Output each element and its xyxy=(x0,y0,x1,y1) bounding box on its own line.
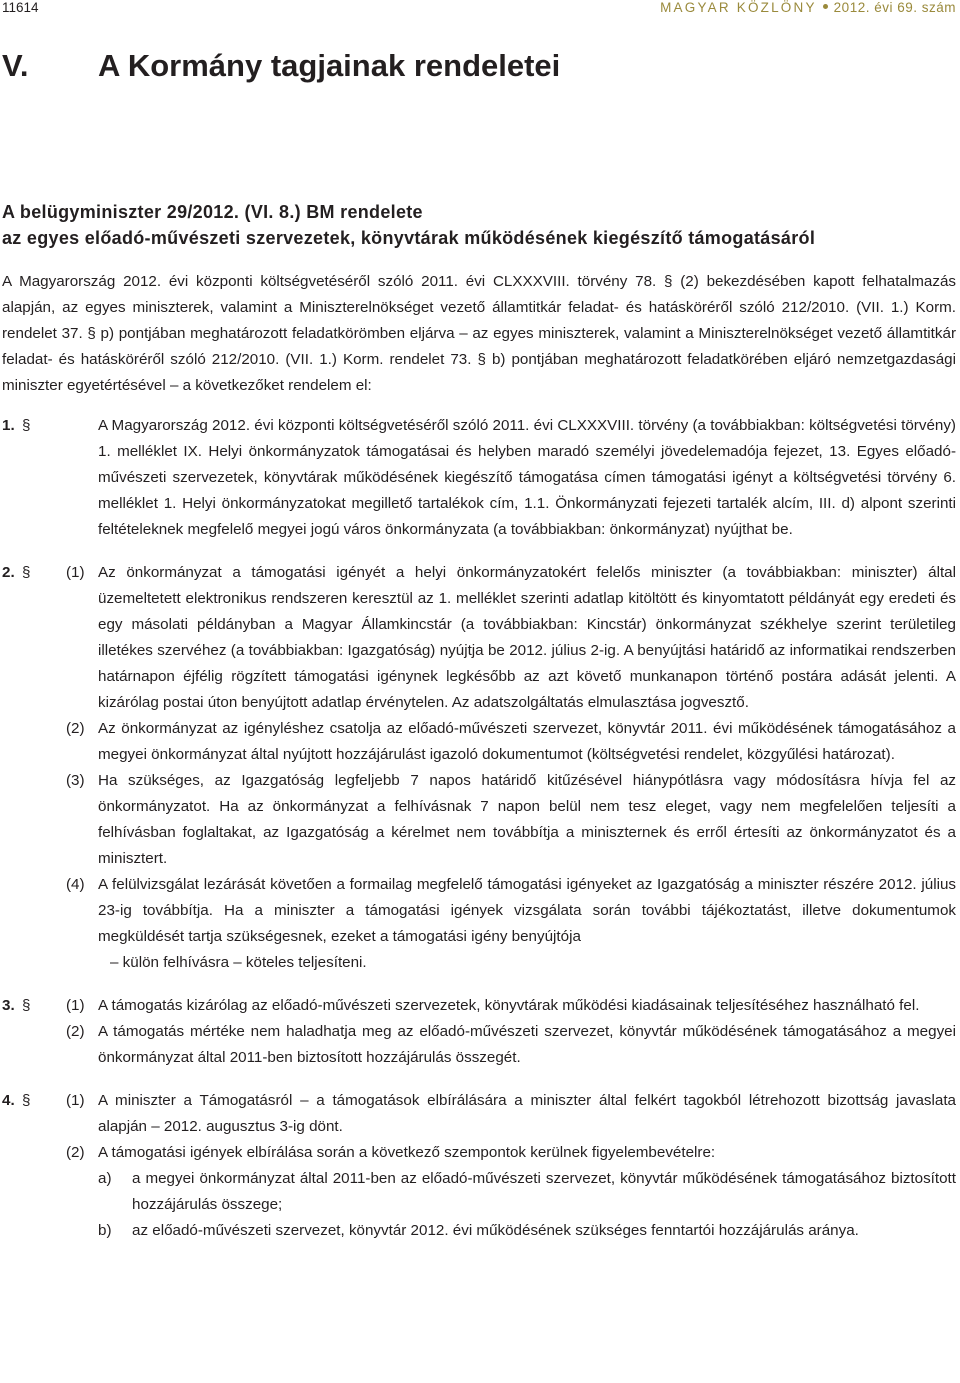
subsection-number: (4) xyxy=(66,876,85,893)
subsection-number: (2) xyxy=(66,1144,85,1161)
subsection-2 xyxy=(66,1019,956,1071)
subsection-text: A támogatás mértéke nem haladhatja meg az előadó-művészeti szervezet, könyvtár működésének támogatásához a megyei önkormányzat által 2011-ben biztosított hozzájárulás összegét. xyxy=(98,1023,956,1066)
subsection-text: A felülvizsgálat lezárását követően a formailag megfelelő támogatási igényeket az Igazgatóság a miniszter részére 2012. július 23-ig továbbítja. Ha a miniszter a támogatási igények vizsgálata során további tájékoztatást, illetve dokumentumok megküldését tartja szükségesnek, ezeket a támogatási igény benyújtója xyxy=(98,876,956,945)
subsection-1 xyxy=(66,1088,956,1140)
paragraph-subsections xyxy=(66,1088,956,1244)
subsection-text: Az önkormányzat az igényléshez csatolja az előadó-művészeti szervezet, könyvtár 2011. évi működésének támogatásához a megyei önkormányzat által nyújtott hozzájárulást igazoló dokumentumot (költségvetési rendelet, közgyűlési határozat). xyxy=(98,720,956,763)
subsection-number: (2) xyxy=(66,720,85,737)
paragraph-subsections xyxy=(66,560,956,976)
section-sign: § xyxy=(22,417,31,434)
list-item-text: az előadó-művészeti szervezet, könyvtár 2012. évi működésének szükséges fenntartói hozzájárulás aránya. xyxy=(132,1222,859,1239)
journal-name: MAGYAR KÖZLÖNY xyxy=(660,0,817,15)
section-sign: § xyxy=(22,997,31,1014)
page-number: 11614 xyxy=(2,0,39,15)
list-item-b xyxy=(98,1218,956,1244)
subsection-number: (1) xyxy=(66,564,85,581)
paragraph-1 xyxy=(2,413,956,543)
paragraph-number: 1. xyxy=(2,417,15,434)
paragraph-2 xyxy=(2,560,956,976)
paragraph-number: 3. xyxy=(2,997,15,1014)
subsection-2 xyxy=(66,716,956,768)
issue-number: 2012. évi 69. szám xyxy=(833,0,956,15)
subsection-1 xyxy=(66,560,956,716)
decree-body xyxy=(2,269,956,1261)
decree-title-line-1: A belügyminiszter 29/2012. (VI. 8.) BM rendelete xyxy=(2,202,423,222)
list-item-marker: a) xyxy=(98,1170,112,1187)
journal-info xyxy=(660,0,956,16)
subsection-text: A támogatási igények elbírálása során a következő szempontok kerülnek figyelembevételre: xyxy=(98,1144,716,1161)
paragraph-subsections xyxy=(66,993,956,1071)
section-title: A Kormány tagjainak rendeletei xyxy=(98,48,561,83)
subsection-text: Ha szükséges, az Igazgatóság legfeljebb 7 napos határidő kitűzésével hiánypótlásra vagy módosításra hívja fel az önkormányzatot. Ha az önkormányzat a felhívásnak 7 napon belül nem tesz eleget, vagy nem megfelelően teljesíti a felhívásban foglaltakat, az Igazgatóság a kérelmet nem továbbítja a miniszternek és erről értesíti az önkormányzatot és a minisztert. xyxy=(98,772,956,867)
section-sign: § xyxy=(22,564,31,581)
preamble: A Magyarország 2012. évi központi költségvetéséről szóló 2011. évi CLXXXVIII. törvény 78. § (2) bekezdésében kapott felhatalmazás alapján, az egyes miniszterek, valamint a Miniszterelnökséget vezető államtitkár feladat- és hatásköréről szóló 212/2010. (VII. 1.) Korm. rendelet 37. § p) pontjában meghatározott feladatkörömben eljárva – az egyes miniszterek, valamint a Miniszterelnökséget vezető államtitkár feladat- és hatásköréről szóló 212/2010. (VII. 1.) Korm. rendelet 73. § b) pontjában meghatározott feladatkörében eljáró nemzetgazdasági miniszter egyetértésével – a következőket rendelem el: xyxy=(2,273,956,394)
subsection-2 xyxy=(66,1140,956,1244)
section-number: V. xyxy=(2,48,29,83)
subsection-1 xyxy=(66,993,956,1019)
decree-title-line-2: az egyes előadó-művészeti szervezetek, könyvtárak működésének kiegészítő támogatásáról xyxy=(2,228,816,248)
paragraph-4 xyxy=(2,1088,956,1244)
subsection-number: (3) xyxy=(66,772,85,789)
list-item-a xyxy=(98,1166,956,1218)
section-heading xyxy=(2,46,560,86)
subsection-text: A miniszter a Támogatásról – a támogatások elbírálására a miniszter által felkért tagokból létrehozott bizottság javaslata alapján – 2012. augusztus 3-ig dönt. xyxy=(98,1092,956,1135)
paragraph-number: 4. xyxy=(2,1092,15,1109)
list-item-marker: b) xyxy=(98,1222,112,1239)
subsection-number: (1) xyxy=(66,1092,85,1109)
section-sign: § xyxy=(22,1092,31,1109)
subsection-number: (2) xyxy=(66,1023,85,1040)
paragraph-number: 2. xyxy=(2,564,15,581)
subsection-text: A támogatás kizárólag az előadó-művészeti szervezetek, könyvtárak működési kiadásainak teljesítéséhez használható fel. xyxy=(98,997,920,1014)
decree-title xyxy=(2,199,952,251)
subsection-text-tail: – külön felhívásra – köteles teljesíteni. xyxy=(110,954,367,971)
subsection-text: Az önkormányzat a támogatási igényét a helyi önkormányzatokért felelős miniszter (a továbbiakban: miniszter) által üzemeltetett elektronikus rendszeren keresztül az 1. melléklet szerinti adatlap kitöltött és kinyomtatott példányát egy eredeti és egy másolati példányban a Magyar Államkincstár (a továbbiakban: Kincstár) önkormányzat székhelye szerint területileg illetékes szervéhez (a továbbiakban: Igazgatóság) nyújtja be 2012. július 2-ig. A benyújtási határidő az informatikai rendszerben határnapon éjfélig rögzített támogatási igénynek legkésőbb az azt követő munkanapon történő postára adását jelenti. A kizárólag postai úton benyújtott adatlap érvénytelen. Az adatszolgáltatás elmulasztása jogvesztő. xyxy=(98,564,956,711)
paragraph-3 xyxy=(2,993,956,1071)
subsection-3 xyxy=(66,768,956,872)
separator-dot-icon xyxy=(823,4,828,9)
paragraph-text: A Magyarország 2012. évi központi költségvetéséről szóló 2011. évi CLXXXVIII. törvény (a továbbiakban: költségvetési törvény) 1. melléklet IX. Helyi önkormányzatok támogatásai és helyben maradó személyi jövedelemadója fejezet, 13. Egyes előadó-művészeti szervezetek, könyvtárak működésének kiegészítő támogatása címen támogatási igényt a költségvetési törvény 6. melléklet 1. Helyi önkormányzatokat megillető tartalékok cím, 1.1. Önkormányzati fejezeti tartalék alcím, III. d) alpont szerinti feltételeknek megfelelő megyei jogú város önkormányzata (a továbbiakban: önkormányzat) nyújthat be. xyxy=(98,417,956,538)
running-header xyxy=(0,0,960,20)
subsection-number: (1) xyxy=(66,997,85,1014)
subsection-4 xyxy=(66,872,956,976)
list-item-text: a megyei önkormányzat által 2011-ben az előadó-művészeti szervezet, könyvtár működésének támogatásához biztosított hozzájárulás összege; xyxy=(132,1170,956,1213)
